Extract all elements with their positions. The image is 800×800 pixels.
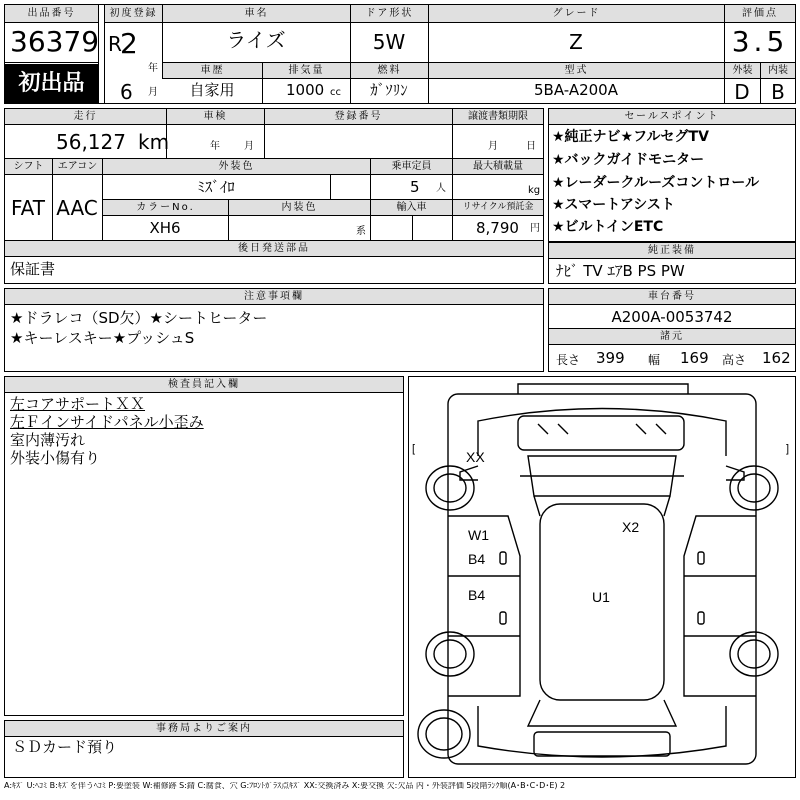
mark-xx: XX (466, 449, 485, 465)
bracket-right: ] (786, 443, 790, 455)
sales-point: ★ビルトインETC (552, 219, 664, 235)
office-note: ＳＤカード預り (12, 738, 118, 756)
spec-height: 162 (762, 349, 791, 367)
int-score: B (771, 80, 785, 104)
chassis-no: A200A-0053742 (611, 308, 733, 326)
shift: FAT (10, 196, 45, 220)
era: R (108, 32, 122, 56)
capacity: 5 (410, 178, 420, 196)
lot-no-label: 出品番号 (4, 4, 99, 23)
score: 3.5 (731, 25, 789, 58)
color-no: XH6 (149, 219, 181, 237)
ext-score: D (734, 80, 750, 104)
displacement: 1000 (286, 81, 325, 99)
door-type: 5W (372, 30, 406, 54)
note-line: ★キーレスキー★プッシュS (10, 329, 195, 347)
inspector-line: 左Ｆインサイドパネル小歪み (10, 413, 204, 431)
first-reg-label: 初度登録 (104, 4, 163, 23)
ac: AAC (56, 196, 98, 220)
inspector-line: 左コアサポートＸＸ (10, 395, 146, 413)
mark-x2: X2 (622, 519, 640, 535)
inspector-line: 外装小傷有り (10, 449, 101, 467)
first-listing-badge: 初出品 (4, 64, 99, 104)
bracket-left: [ (412, 443, 416, 455)
recycle-fee: 8,790 (476, 219, 519, 237)
spec-length: 399 (596, 349, 625, 367)
grade: Z (569, 30, 583, 54)
spec-width: 169 (680, 349, 709, 367)
ext-color: ﾐｽﾞｲﾛ (197, 178, 235, 196)
mark-u1: U1 (592, 589, 610, 605)
reg-year: 2 (120, 27, 138, 60)
sales-point: ★純正ナビ★フルセグTV (552, 129, 709, 145)
sales-point: ★レーダークルーズコントロール (552, 175, 760, 191)
legend: A:ｷｽﾞ U:ﾍｺﾐ B:ｷｽﾞを伴うﾍｺﾐ P:要塗装 W:補修跡 S:錆 C:腐食、穴 G:ﾌﾛﾝﾄｶﾞﾗｽ点ｷｽﾞ XX:交換済み X:要交換 欠:欠品 内・外装評価 5段階ﾗﾝｸ順(A･B･C･D･E) 2 (4, 782, 566, 790)
lot-no: 36379 (10, 25, 100, 58)
equipment: ﾅﾋﾞ TV ｴｱB PS PW (556, 262, 685, 280)
inspector-line: 室内薄汚れ (10, 431, 86, 449)
sales-point: ★スマートアシスト (552, 197, 675, 213)
car-name: ライズ (226, 28, 286, 52)
mark-w1: W1 (468, 527, 489, 543)
note-line: ★ドラレコ（SD欠）★シートヒーター (10, 309, 268, 327)
sales-point: ★バックガイドモニター (552, 152, 705, 168)
car-diagram (408, 376, 796, 778)
mark-b4-rear: B4 (468, 587, 486, 603)
model-code: 5BA-A200A (533, 81, 618, 99)
car-history: 自家用 (189, 81, 235, 99)
fuel: ｶﾞｿﾘﾝ (370, 81, 408, 99)
later-parts: 保証書 (10, 260, 56, 278)
mileage: 56,127 (56, 130, 126, 154)
mark-b4-front: B4 (468, 551, 486, 567)
car-name-label: 車名 (162, 4, 351, 23)
reg-month: 6 (120, 80, 133, 104)
